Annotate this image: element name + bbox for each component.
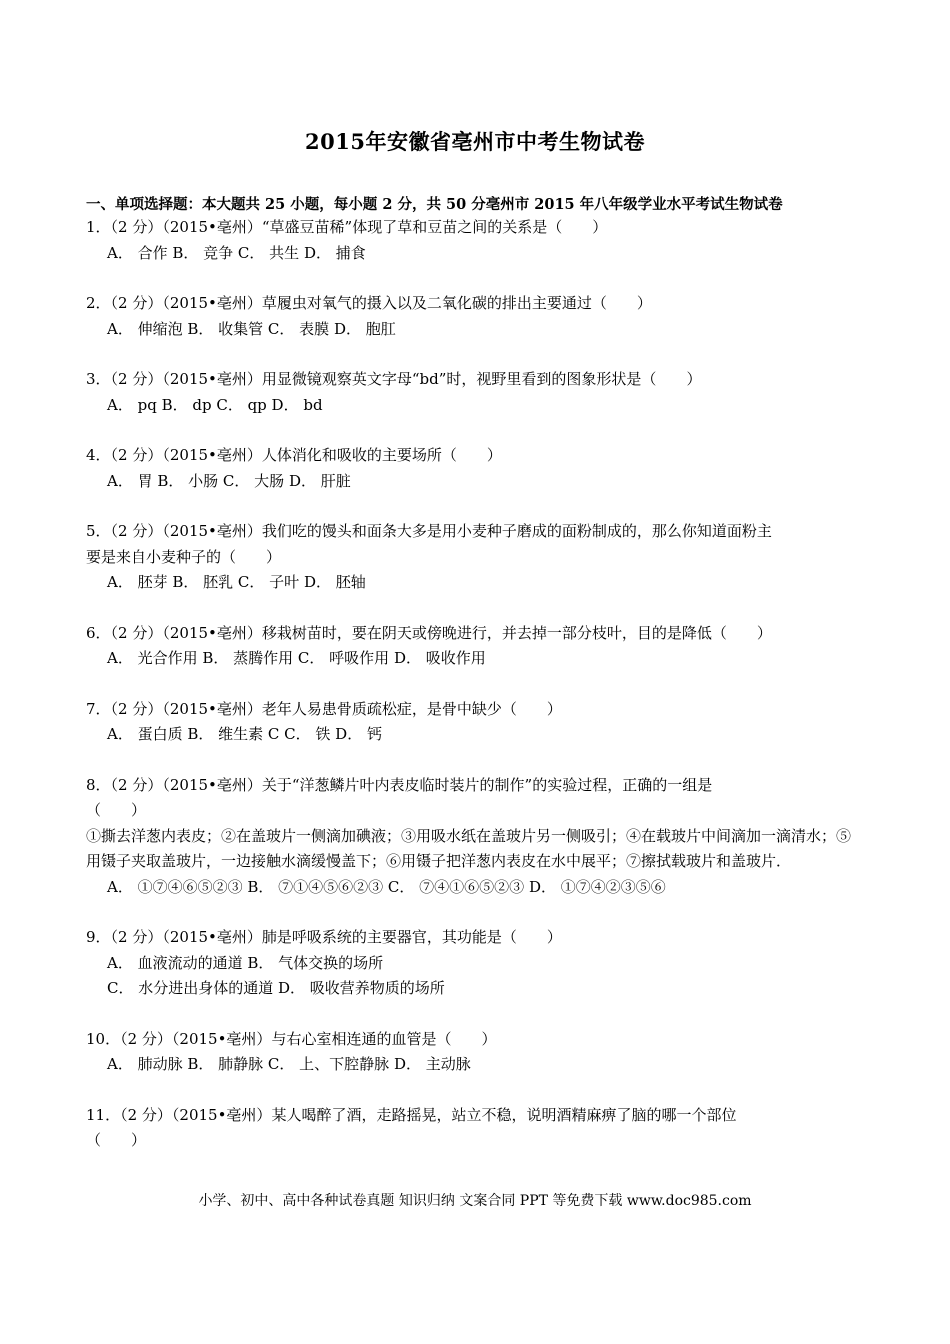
- question-1: [86, 215, 861, 266]
- bracket-close: ）: [131, 801, 147, 819]
- question-stem: 与右心室相连通的血管是（: [271, 1029, 452, 1048]
- question-options: A． 胃 B． 小肠 C． 大肠 D． 肝脏: [107, 471, 351, 490]
- question-options: A． 光合作用 B． 蒸腾作用 C． 呼吸作用 D． 吸收作用: [107, 649, 486, 667]
- question-source: （2015•亳州）: [171, 1029, 272, 1048]
- question-options: A． pq B． dp C． qp D． bd: [107, 395, 323, 414]
- question-score: （2 分）: [110, 928, 163, 946]
- question-options: A． 胚芽 B． 胚乳 C． 子叶 D． 胚轴: [107, 573, 366, 591]
- question-options: A． ①⑦④⑥⑤②③ B． ⑦①④⑤⑥②③ C． ⑦④①⑥⑤②③ D． ①⑦④②③⑤⑥: [107, 877, 666, 896]
- question-stem: 草履虫对氧气的摄入以及二氧化碳的排出主要通过（: [261, 294, 607, 312]
- question-score: （2 分）: [110, 294, 163, 312]
- bracket-close: ）: [592, 218, 608, 236]
- question-source: （2015•亳州）: [162, 699, 262, 718]
- question-stem: 移栽树苗时，要在阴天或傍晚进行，并去掉一部分枝叶，目的是降低（: [261, 623, 727, 642]
- question-options: A． 蛋白质 B． 维生素 C C． 铁 D． 钙: [107, 725, 382, 743]
- footer-note: 小学、初中、高中各种试卷真题 知识归纳 文案合同 PPT 等免费下载 www.doc985.com: [198, 1193, 752, 1209]
- bracket-close: ）: [636, 294, 652, 312]
- question-number: 6．: [86, 623, 111, 642]
- question-options: A． 血液流动的通道 B． 气体交换的场所: [107, 953, 384, 972]
- question-source: （2015•亳州）: [162, 370, 262, 388]
- question-stem: “草盛豆苗稀”体现了草和豆苗之间的关系是（: [261, 218, 563, 236]
- question-options: A． 伸缩泡 B． 收集管 C． 表膜 D． 胞肛: [107, 319, 396, 338]
- question-number: 11．: [86, 1105, 121, 1124]
- bracket-open: （: [86, 1131, 102, 1149]
- page-title: 2015年安徽省亳州市中考生物试卷: [305, 129, 645, 154]
- bracket-close: ）: [266, 547, 282, 566]
- question-source: （2015•亳州）: [162, 218, 262, 236]
- question-source: （2015•亳州）: [171, 1105, 272, 1124]
- question-stem-continued: 要是来自小麦种子的（: [86, 547, 237, 566]
- question-2: [86, 291, 861, 342]
- question-source: （2015•亳州）: [162, 446, 262, 464]
- bracket-close: ）: [481, 1029, 497, 1048]
- question-list: [86, 215, 861, 1154]
- question-options: C． 水分进出身体的通道 D． 吸收营养物质的场所: [107, 979, 445, 997]
- question-stem: 老年人易患骨质疏松症，是骨中缺少（: [261, 699, 517, 718]
- question-number: 10．: [86, 1029, 121, 1048]
- question-body: ①撕去洋葱内表皮；②在盖玻片一侧滴加碘液；③用吸水纸在盖玻片另一侧吸引；④在载玻片中间滴加一滴清水；⑤用镊子夹取盖玻片，一边接触水滴缓慢盖下；⑥用镊子把洋葱内表皮在水中展平；⑦擦拭载玻片和盖玻片．: [86, 826, 852, 870]
- question-number: 9．: [86, 928, 111, 946]
- question-score: （2 分）: [110, 446, 163, 464]
- question-stem: 某人喝醉了酒，走路摇晃，站立不稳，说明酒精麻痹了脑的哪一个部位: [271, 1105, 737, 1124]
- question-number: 1．: [86, 218, 111, 236]
- question-score: （2 分）: [120, 1029, 172, 1048]
- question-number: 3．: [86, 370, 111, 388]
- question-stem: 用显微镜观察英文字母“bd”时，视野里看到的图象形状是（: [261, 370, 657, 388]
- question-number: 8．: [86, 775, 111, 794]
- bracket-open: （: [86, 801, 102, 819]
- question-source: （2015•亳州）: [162, 775, 262, 794]
- question-number: 5．: [86, 522, 111, 540]
- question-3: [86, 367, 861, 418]
- question-number: 2．: [86, 294, 111, 312]
- question-stem: 人体消化和吸收的主要场所（: [261, 446, 457, 464]
- question-source: （2015•亳州）: [162, 294, 262, 312]
- question-number: 7．: [86, 699, 111, 718]
- question-score: （2 分）: [110, 522, 163, 540]
- question-9: [86, 925, 861, 1002]
- question-score: （2 分）: [110, 370, 163, 388]
- question-score: （2 分）: [110, 218, 163, 236]
- bracket-close: ）: [546, 928, 562, 946]
- question-8: [86, 773, 861, 901]
- bracket-close: ）: [756, 623, 772, 642]
- question-source: （2015•亳州）: [162, 928, 262, 946]
- question-stem: 我们吃的馒头和面条大多是用小麦种子磨成的面粉制成的，那么你知道面粉主: [261, 522, 772, 540]
- question-11: [86, 1103, 861, 1154]
- bracket-close: ）: [546, 699, 562, 718]
- question-options: A． 合作 B． 竞争 C． 共生 D． 捕食: [107, 243, 366, 262]
- question-number: 4．: [86, 446, 111, 464]
- section-heading: 一、单项选择题：本大题共 25 小题，每小题 2 分，共 50 分亳州市 2015 年八年级学业水平考试生物试卷: [86, 196, 783, 213]
- question-options: A． 肺动脉 B． 肺静脉 C． 上、下腔静脉 D． 主动脉: [107, 1055, 471, 1073]
- question-4: [86, 443, 861, 494]
- question-score: （2 分）: [110, 775, 163, 794]
- bracket-close: ）: [686, 370, 702, 388]
- question-source: （2015•亳州）: [162, 623, 262, 642]
- question-5: [86, 519, 861, 596]
- question-score: （2 分）: [120, 1105, 172, 1124]
- question-stem: 关于“洋葱鳞片叶内表皮临时装片的制作”的实验过程，正确的一组是: [261, 775, 713, 794]
- question-source: （2015•亳州）: [162, 522, 262, 540]
- question-10: [86, 1027, 861, 1078]
- question-7: [86, 697, 861, 748]
- question-stem: 肺是呼吸系统的主要器官，其功能是（: [261, 928, 517, 946]
- question-score: （2 分）: [110, 623, 163, 642]
- bracket-close: ）: [486, 446, 502, 464]
- question-6: [86, 621, 861, 672]
- question-score: （2 分）: [110, 699, 163, 718]
- bracket-close: ）: [131, 1131, 147, 1149]
